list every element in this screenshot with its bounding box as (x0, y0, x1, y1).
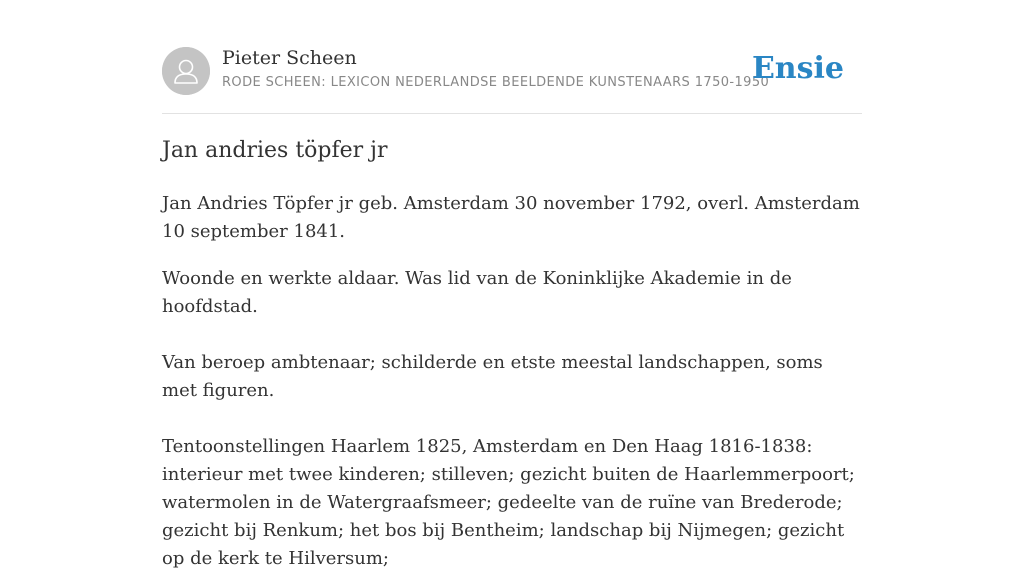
user-icon[interactable] (162, 47, 210, 95)
brand-logo[interactable]: Ensie (751, 51, 844, 86)
header-divider (162, 113, 862, 114)
paragraph: Jan Andries Töpfer jr geb. Amsterdam 30 november 1792, overl. Amsterdam 10 september 1841. (162, 193, 860, 242)
paragraph: Van beroep ambtenaar; schilderde en etste meestal landschappen, soms met figuren. (162, 352, 823, 401)
author-name[interactable]: Pieter Scheen (222, 47, 357, 69)
source-label[interactable]: RODE SCHEEN: LEXICON NEDERLANDSE BEELDENDE KUNSTENAARS 1750-1950 (222, 75, 770, 90)
paragraph: Tentoonstellingen Haarlem 1825, Amsterdam en Den Haag 1816-1838: interieur met twee kinderen; stilleven; gezicht buiten de Haarlemmerpoort; watermolen in de Watergraafsmeer; gedeelte van de ruïne van Brederode; gezicht bij Renkum; het bos bij Bentheim; landschap bij Nijmegen; gezicht op de kerk te Hilversum; (162, 436, 855, 569)
article-body (162, 190, 862, 573)
article-header (162, 47, 862, 97)
paragraph: Woonde en werkte aldaar. Was lid van de Koninklijke Akademie in de hoofdstad. (162, 268, 792, 317)
page-title: Jan andries töpfer jr (162, 138, 388, 163)
